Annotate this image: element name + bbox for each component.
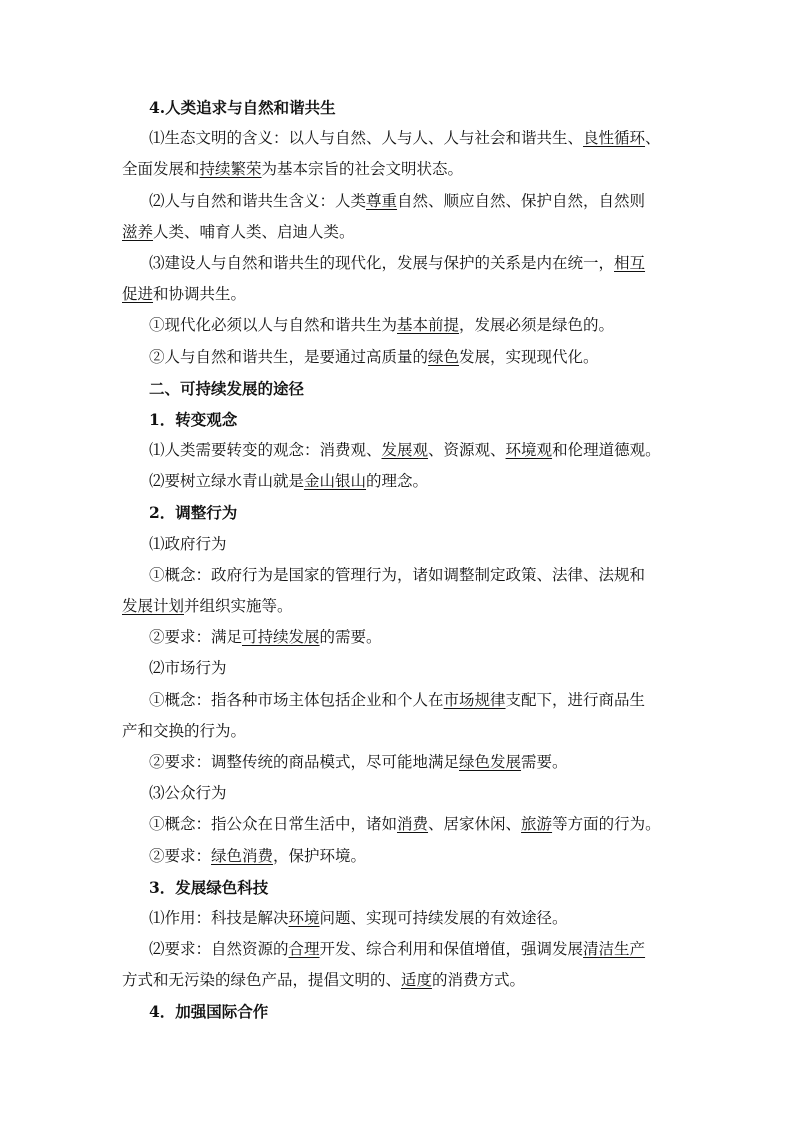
text-segment: ①现代化必须以人与自然和谐共生为: [149, 316, 398, 335]
text-line: [122, 435, 678, 466]
text-segment: ⑴政府行为: [149, 534, 227, 553]
text-line: [122, 809, 678, 840]
document-body: [122, 92, 678, 1028]
text-line: [122, 653, 678, 684]
text-segment: 自然、顺应自然、保护自然，自然则: [397, 191, 646, 210]
text-line: [122, 466, 678, 497]
text-line: [122, 123, 678, 154]
text-line: [122, 186, 678, 217]
text-segment: 开发、综合利用和保值增值，强调发展: [319, 940, 584, 959]
text-line: [122, 903, 678, 934]
section-heading: [122, 996, 678, 1027]
underlined-term: 市场规律: [443, 690, 506, 709]
text-segment: 产和交换的行为。: [122, 721, 247, 740]
text-line: [122, 965, 678, 996]
section-heading: [122, 497, 678, 528]
text-segment: 、: [645, 129, 661, 148]
text-segment: 人类、哺育人类、启迪人类。: [153, 222, 355, 241]
text-segment: ⑴作用：科技是解决: [149, 908, 289, 927]
underlined-term: 消费: [397, 815, 429, 834]
text-line: [122, 778, 678, 809]
text-segment: 二、可持续发展的途径: [149, 378, 305, 398]
text-segment: 的理念。: [366, 472, 429, 491]
text-segment: 的需要。: [319, 628, 382, 647]
underlined-term: 相互: [614, 253, 646, 272]
underlined-term: 环境: [288, 908, 320, 927]
text-segment: ②要求：调整传统的商品模式，尽可能地满足: [149, 752, 460, 771]
text-segment: ②要求：满足: [149, 628, 243, 647]
underlined-term: 持续繁荣: [199, 160, 262, 179]
text-segment: ①概念：指各种市场主体包括企业和个人在: [149, 690, 444, 709]
text-line: [122, 529, 678, 560]
text-segment: 需要。: [521, 752, 568, 771]
text-line: [122, 217, 678, 248]
underlined-term: 良性循环: [583, 129, 646, 148]
text-segment: 等方面的行为。: [552, 815, 661, 834]
text-segment: 、资源观、: [428, 441, 506, 460]
text-segment: 和伦理道德观。: [552, 441, 661, 460]
underlined-term: 合理: [288, 940, 320, 959]
underlined-term: 可持续发展: [242, 628, 320, 647]
text-segment: 全面发展和: [122, 160, 200, 179]
text-segment: ⑶公众行为: [149, 784, 227, 803]
text-segment: ，保护环境。: [273, 846, 367, 865]
text-line: [122, 310, 678, 341]
text-line: [122, 248, 678, 279]
text-line: [122, 934, 678, 965]
text-line: [122, 560, 678, 591]
text-segment: 支配下，进行商品生: [505, 690, 646, 709]
text-line: [122, 279, 678, 310]
text-line: [122, 622, 678, 653]
text-segment: 为基本宗旨的社会文明状态。: [261, 160, 464, 179]
section-heading: [122, 404, 678, 435]
text-segment: 的消费方式。: [432, 971, 526, 990]
underlined-term: 滋养: [122, 222, 154, 241]
text-line: [122, 154, 678, 185]
text-segment: 4.人类追求与自然和谐共生: [149, 98, 336, 117]
text-segment: 问题、实现可持续发展的有效途径。: [319, 908, 568, 927]
text-segment: ⑴人类需要转变的观念：消费观、: [149, 441, 382, 460]
text-segment: 发展，实现现代化。: [459, 347, 599, 366]
underlined-term: 旅游: [521, 815, 553, 834]
underlined-term: 清洁生产: [583, 940, 646, 959]
underlined-term: 基本前提: [397, 316, 460, 335]
underlined-term: 促进: [122, 285, 154, 304]
text-segment: ⑵要求：自然资源的: [149, 940, 289, 959]
text-segment: ②要求：: [149, 846, 212, 865]
text-segment: ①概念：政府行为是国家的管理行为，诸如调整制定政策、法律、法规和: [149, 565, 646, 584]
underlined-term: 绿色消费: [211, 846, 274, 865]
text-line: [122, 591, 678, 622]
text-line: [122, 685, 678, 716]
text-segment: 3．发展绿色科技: [149, 877, 269, 897]
underlined-term: 尊重: [366, 191, 398, 210]
text-line: [122, 716, 678, 747]
text-segment: ⑶建设人与自然和谐共生的现代化，发展与保护的关系是内在统一，: [149, 253, 615, 272]
underlined-term: 适度: [401, 971, 433, 990]
underlined-term: 绿色发展: [459, 752, 522, 771]
text-line: [122, 841, 678, 872]
underlined-term: 金山银山: [304, 472, 367, 491]
text-segment: ⑵要树立绿水青山就是: [149, 472, 305, 491]
underlined-term: 发展观: [381, 441, 429, 460]
text-segment: ⑴生态文明的含义：以人与自然、人与人、人与社会和谐共生、: [149, 129, 584, 148]
text-segment: 4．加强国际合作: [149, 1002, 269, 1022]
underlined-term: 绿色: [428, 347, 460, 366]
text-segment: 2．调整行为: [149, 503, 238, 523]
underlined-term: 发展计划: [122, 597, 185, 615]
text-segment: 1．转变观念: [149, 409, 238, 429]
text-segment: ②人与自然和谐共生，是要通过高质量的: [149, 347, 429, 366]
section-heading: [122, 872, 678, 903]
section-heading: [122, 92, 678, 123]
text-segment: ，发展必须是绿色的。: [459, 316, 615, 335]
text-segment: ⑵人与自然和谐共生含义：人类: [149, 191, 367, 210]
text-line: [122, 747, 678, 778]
text-line: [122, 342, 678, 373]
text-segment: 和协调共生。: [153, 285, 247, 304]
text-segment: ⑵市场行为: [149, 659, 227, 678]
text-segment: ①概念：指公众在日常生活中，诸如: [149, 815, 398, 834]
underlined-term: 环境观: [505, 441, 553, 460]
text-segment: 方式和无污染的绿色产品，提倡文明的、: [122, 971, 402, 990]
section-heading: [122, 373, 678, 404]
text-segment: 、居家休闲、: [428, 815, 522, 834]
text-segment: 并组织实施等。: [184, 597, 293, 615]
